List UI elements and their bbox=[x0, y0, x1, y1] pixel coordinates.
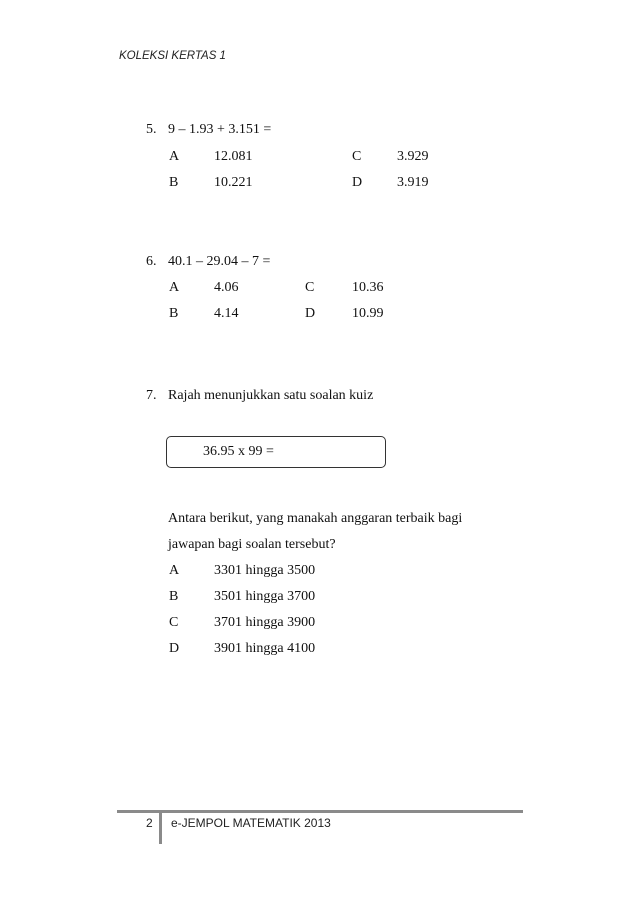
option-letter: A bbox=[169, 280, 180, 295]
question-text: 40.1 – 29.04 – 7 = bbox=[168, 254, 271, 269]
question-prompt: Antara berikut, yang manakah anggaran terbaik bagi bbox=[168, 511, 463, 526]
question-text: Rajah menunjukkan satu soalan kuiz bbox=[168, 388, 374, 403]
option-letter: C bbox=[305, 280, 315, 295]
option-letter: C bbox=[169, 615, 179, 630]
option-value: 10.99 bbox=[352, 306, 384, 321]
option-letter: C bbox=[352, 149, 362, 164]
option-value: 10.221 bbox=[214, 175, 253, 190]
option-value: 3.929 bbox=[397, 149, 429, 164]
option-value: 4.14 bbox=[214, 306, 239, 321]
footer-title: e-JEMPOL MATEMATIK 2013 bbox=[171, 816, 331, 830]
option-value: 3501 hingga 3700 bbox=[214, 589, 316, 604]
page-number: 2 bbox=[146, 816, 153, 830]
question-number: 5. bbox=[146, 122, 157, 137]
question-number: 7. bbox=[146, 388, 157, 403]
option-letter: B bbox=[169, 175, 179, 190]
option-value: 3301 hingga 3500 bbox=[214, 563, 316, 578]
option-letter: D bbox=[352, 175, 363, 190]
option-letter: D bbox=[305, 306, 316, 321]
footer-rule bbox=[117, 810, 523, 813]
option-value: 4.06 bbox=[214, 280, 239, 295]
option-letter: A bbox=[169, 563, 180, 578]
question-prompt: jawapan bagi soalan tersebut? bbox=[168, 537, 336, 552]
option-value: 10.36 bbox=[352, 280, 384, 295]
option-value: 12.081 bbox=[214, 149, 253, 164]
question-text: 9 – 1.93 + 3.151 = bbox=[168, 122, 272, 137]
question-number: 6. bbox=[146, 254, 157, 269]
footer-divider bbox=[159, 810, 162, 844]
option-letter: B bbox=[169, 306, 179, 321]
page-header: KOLEKSI KERTAS 1 bbox=[119, 50, 226, 62]
option-letter: B bbox=[169, 589, 179, 604]
option-value: 3701 hingga 3900 bbox=[214, 615, 316, 630]
option-letter: A bbox=[169, 149, 180, 164]
quiz-expression: 36.95 x 99 = bbox=[203, 444, 274, 459]
quiz-box bbox=[166, 436, 386, 468]
option-value: 3901 hingga 4100 bbox=[214, 641, 316, 656]
option-value: 3.919 bbox=[397, 175, 429, 190]
option-letter: D bbox=[169, 641, 180, 656]
